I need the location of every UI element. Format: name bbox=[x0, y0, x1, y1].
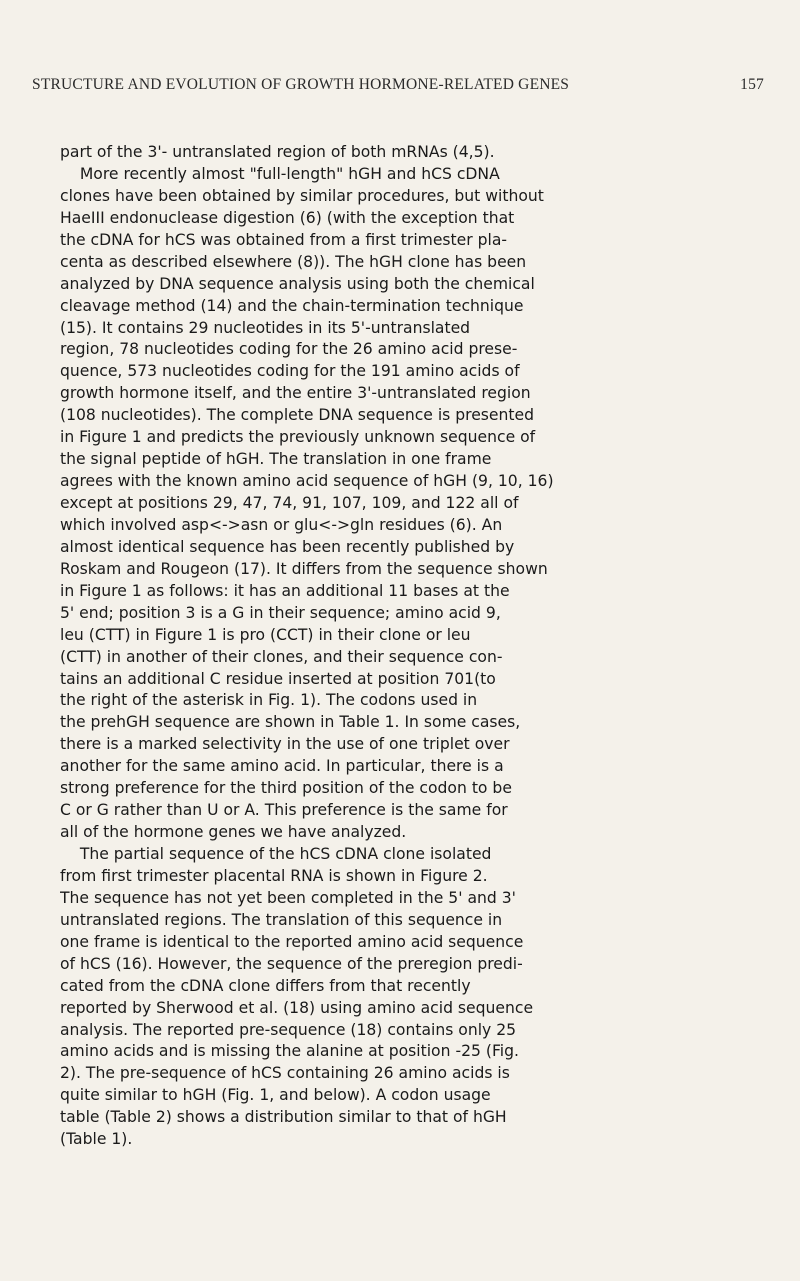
text-line: there is a marked selectivity in the use of one triplet over bbox=[60, 735, 510, 754]
running-title: STRUCTURE AND EVOLUTION OF GROWTH HORMONE-RELATED GENES bbox=[32, 76, 570, 93]
text-line: in Figure 1 as follows: it has an additional 11 bases at the bbox=[60, 581, 510, 600]
text-line: part of the 3'- untranslated region of both mRNAs (4,5). bbox=[60, 143, 495, 161]
running-head bbox=[32, 76, 764, 96]
text-line: Roskam and Rougeon (17). It differs from the sequence shown bbox=[60, 559, 548, 578]
text-line: table (Table 2) shows a distribution similar to that of hGH bbox=[60, 1108, 507, 1127]
text-line: cleavage method (14) and the chain-termination technique bbox=[60, 296, 524, 315]
text-line: (CTT) in another of their clones, and their sequence con- bbox=[60, 647, 503, 666]
body-text bbox=[60, 142, 780, 1151]
text-line: all of the hormone genes we have analyzed. bbox=[60, 823, 407, 842]
text-line: one frame is identical to the reported amino acid sequence bbox=[60, 932, 524, 951]
text-line: More recently almost "full-length" hGH and hCS cDNA bbox=[60, 164, 500, 183]
text-line: centa as described elsewhere (8)). The hGH clone has been bbox=[60, 252, 527, 271]
text-line: another for the same amino acid. In particular, there is a bbox=[60, 757, 504, 776]
text-line: C or G rather than U or A. This preference is the same for bbox=[60, 801, 508, 820]
text-line: (15). It contains 29 nucleotides in its 5'-untranslated bbox=[60, 318, 471, 337]
text-line: cated from the cDNA clone differs from that recently bbox=[60, 976, 471, 995]
text-line: 2). The pre-sequence of hCS containing 26 amino acids is bbox=[60, 1064, 510, 1083]
text-line: reported by Sherwood et al. (18) using amino acid sequence bbox=[60, 998, 534, 1017]
text-line: the signal peptide of hGH. The translation in one frame bbox=[60, 450, 492, 469]
text-line: 5' end; position 3 is a G in their sequence; amino acid 9, bbox=[60, 603, 501, 622]
text-line: almost identical sequence has been recently published by bbox=[60, 537, 515, 556]
text-line: the prehGH sequence are shown in Table 1. In some cases, bbox=[60, 713, 521, 732]
text-line: from first trimester placental RNA is shown in Figure 2. bbox=[60, 866, 488, 885]
text-line: (108 nucleotides). The complete DNA sequence is presented bbox=[60, 406, 535, 425]
text-line: of hCS (16). However, the sequence of the preregion predi- bbox=[60, 954, 523, 973]
text-line: tains an additional C residue inserted at position 701(to bbox=[60, 669, 496, 688]
text-line: quence, 573 nucleotides coding for the 191 amino acids of bbox=[60, 362, 520, 381]
text-line: the right of the asterisk in Fig. 1). The codons used in bbox=[60, 691, 478, 710]
text-line: clones have been obtained by similar procedures, but without bbox=[60, 186, 544, 205]
text-line: amino acids and is missing the alanine at position -25 (Fig. bbox=[60, 1042, 519, 1061]
text-line: the cDNA for hCS was obtained from a first trimester pla- bbox=[60, 230, 508, 249]
text-line: in Figure 1 and predicts the previously unknown sequence of bbox=[60, 428, 536, 447]
text-line: strong preference for the third position of the codon to be bbox=[60, 779, 512, 798]
text-line: which involved asp<->asn or glu<->gln residues (6). An bbox=[60, 515, 503, 534]
text-line: HaeIII endonuclease digestion (6) (with the exception that bbox=[60, 208, 515, 227]
text-line: leu (CTT) in Figure 1 is pro (CCT) in their clone or leu bbox=[60, 625, 471, 644]
text-line: analysis. The reported pre-sequence (18) contains only 25 bbox=[60, 1020, 517, 1039]
text-line: The partial sequence of the hCS cDNA clone isolated bbox=[60, 845, 492, 863]
text-line: analyzed by DNA sequence analysis using both the chemical bbox=[60, 274, 535, 293]
text-line: agrees with the known amino acid sequence of hGH (9, 10, 16) bbox=[60, 472, 554, 491]
page-number: 157 bbox=[740, 76, 764, 93]
text-line: The sequence has not yet been completed in the 5' and 3' bbox=[60, 888, 516, 907]
text-line: (Table 1). bbox=[60, 1130, 133, 1149]
text-line: growth hormone itself, and the entire 3'-untranslated region bbox=[60, 384, 531, 403]
text-line: except at positions 29, 47, 74, 91, 107, 109, and 122 all of bbox=[60, 494, 519, 512]
text-line: region, 78 nucleotides coding for the 26 amino acid prese- bbox=[60, 340, 518, 359]
text-line: quite similar to hGH (Fig. 1, and below). A codon usage bbox=[60, 1086, 491, 1105]
text-line: untranslated regions. The translation of this sequence in bbox=[60, 910, 503, 929]
